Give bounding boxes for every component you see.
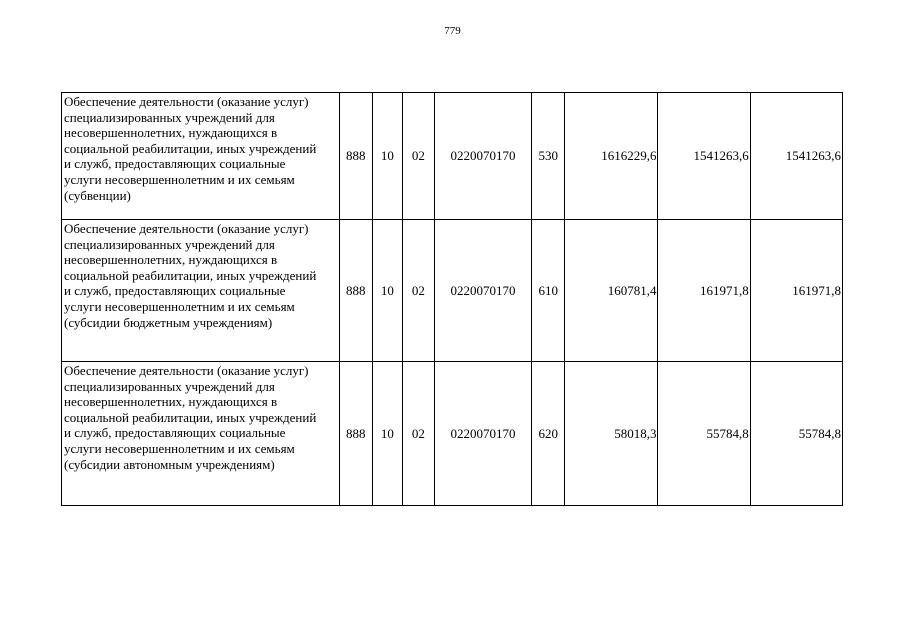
page-number: 779 xyxy=(444,25,461,37)
amount-year-3: 161971,8 xyxy=(750,220,842,362)
target-item-code: 0220070170 xyxy=(434,93,531,220)
administrator-code: 888 xyxy=(339,93,372,220)
section-code: 10 xyxy=(372,220,402,362)
amount-year-2: 55784,8 xyxy=(658,362,750,506)
amount-year-2: 1541263,6 xyxy=(658,93,750,220)
expense-type-code: 620 xyxy=(532,362,565,506)
expense-description: Обеспечение деятельности (оказание услуг) специализированных учреждений для несовершеннолетних, нуждающихся в социальной реабилитации, иных учреждений и служб, предоставляющих социальные услуги несовершеннолетним и их семьям (субвенции) xyxy=(62,93,340,220)
table-row xyxy=(62,93,843,220)
amount-year-3: 1541263,6 xyxy=(750,93,842,220)
table-row xyxy=(62,362,843,506)
amount-year-1: 1616229,6 xyxy=(565,93,658,220)
section-code: 10 xyxy=(372,93,402,220)
subsection-code: 02 xyxy=(402,220,434,362)
section-code: 10 xyxy=(372,362,402,506)
amount-year-3: 55784,8 xyxy=(750,362,842,506)
subsection-code: 02 xyxy=(402,93,434,220)
budget-table xyxy=(61,92,843,506)
expense-description: Обеспечение деятельности (оказание услуг) специализированных учреждений для несовершеннолетних, нуждающихся в социальной реабилитации, иных учреждений и служб, предоставляющих социальные услуги несовершеннолетним и их семьям (субсидии автономным учреждениям) xyxy=(62,362,340,506)
target-item-code: 0220070170 xyxy=(434,220,531,362)
amount-year-1: 58018,3 xyxy=(565,362,658,506)
amount-year-2: 161971,8 xyxy=(658,220,750,362)
amount-year-1: 160781,4 xyxy=(565,220,658,362)
expense-type-code: 530 xyxy=(532,93,565,220)
subsection-code: 02 xyxy=(402,362,434,506)
expense-type-code: 610 xyxy=(532,220,565,362)
table-row xyxy=(62,220,843,362)
expense-description: Обеспечение деятельности (оказание услуг) специализированных учреждений для несовершеннолетних, нуждающихся в социальной реабилитации, иных учреждений и служб, предоставляющих социальные услуги несовершеннолетним и их семьям (субсидии бюджетным учреждениям) xyxy=(62,220,340,362)
target-item-code: 0220070170 xyxy=(434,362,531,506)
administrator-code: 888 xyxy=(339,362,372,506)
administrator-code: 888 xyxy=(339,220,372,362)
